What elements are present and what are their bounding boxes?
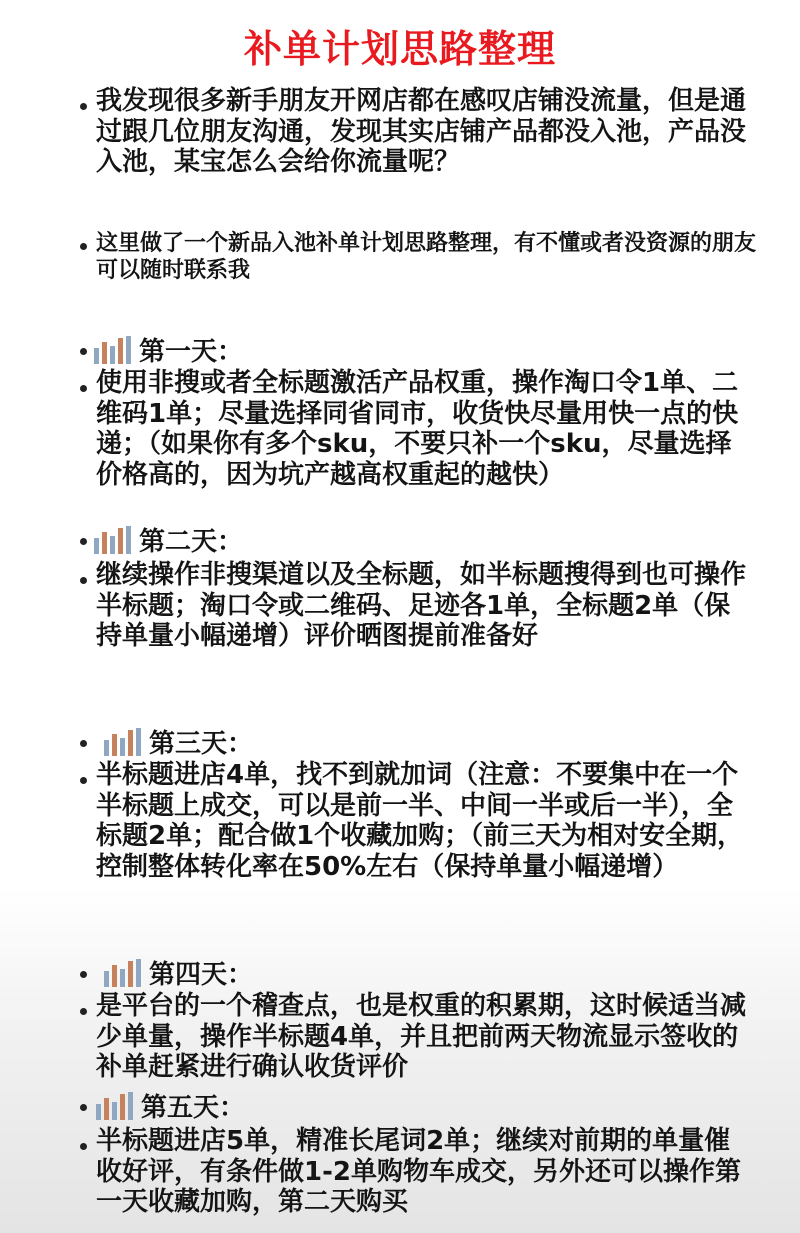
intro-paragraph-2: 这里做了一个新品入池补单计划思路整理，有不懂或者没资源的朋友可以随时联系我 [96,231,757,283]
bullet-dot [80,1104,87,1111]
day-5-text: 半标题进店5单，精准长尾词2单；继续对前期的单量催收好评，有条件做1-2单购物车成交，另外还可以操作第一天收藏加购，第二天购买 [96,1126,741,1217]
day-2-text: 继续操作非搜渠道以及全标题，如半标题搜得到也可操作半标题；淘口令或二维码、足迹各1单，全标题2单（保持单量小幅递增）评价晒图提前准备好 [96,560,747,651]
day-1-heading [94,331,243,368]
day-label: 第三天： [149,729,254,759]
bar-chart-emoji-icon [96,1092,133,1120]
page-title: 补单计划思路整理 [243,27,556,71]
day-4-text: 是平台的一个稽查点，也是权重的积累期，这时候适当减少单量，操作半标题4单，并且把前两天物流显示签收的补单赶紧进行确认收货评价 [96,991,747,1082]
day-4-heading [104,954,253,991]
bar-chart-emoji-icon [104,959,141,987]
day-label: 第四天： [149,960,254,990]
day-3-text: 半标题进店4单，找不到就加词（注意：不要集中在一个半标题上成交，可以是前一半、中间一半或后一半），全标题2单；配合做1个收藏加购；（前三天为相对安全期，控制整体转化率在50%左右（保持单量小幅递增） [96,760,744,882]
day-1-text: 使用非搜或者全标题激活产品权重，操作淘口令1单、二维码1单；尽量选择同省同市，收货快尽量用快一点的快递；（如果你有多个sku，不要只补一个sku，尽量选择价格高的，因为坑产越高权重起的越快） [96,368,739,490]
bar-chart-emoji-icon [94,336,131,364]
day-label: 第五天： [141,1093,246,1123]
bar-chart-emoji-icon [94,526,131,554]
intro-paragraph-1: 我发现很多新手朋友开网店都在感叹店铺没流量，但是通过跟几位朋友沟通，发现其实店铺产品都没入池，产品没入池，某宝怎么会给你流量呢？ [96,86,747,177]
bullet-dot [80,740,87,747]
day-3-heading [104,723,253,760]
day-label: 第二天： [139,527,244,557]
bullet-dot [80,971,87,978]
day-2-heading [94,521,243,558]
bullet-dot [80,538,87,545]
bullet-dot [80,348,87,355]
bar-chart-emoji-icon [104,728,141,756]
day-5-heading [96,1087,245,1124]
day-label: 第一天： [139,337,244,367]
